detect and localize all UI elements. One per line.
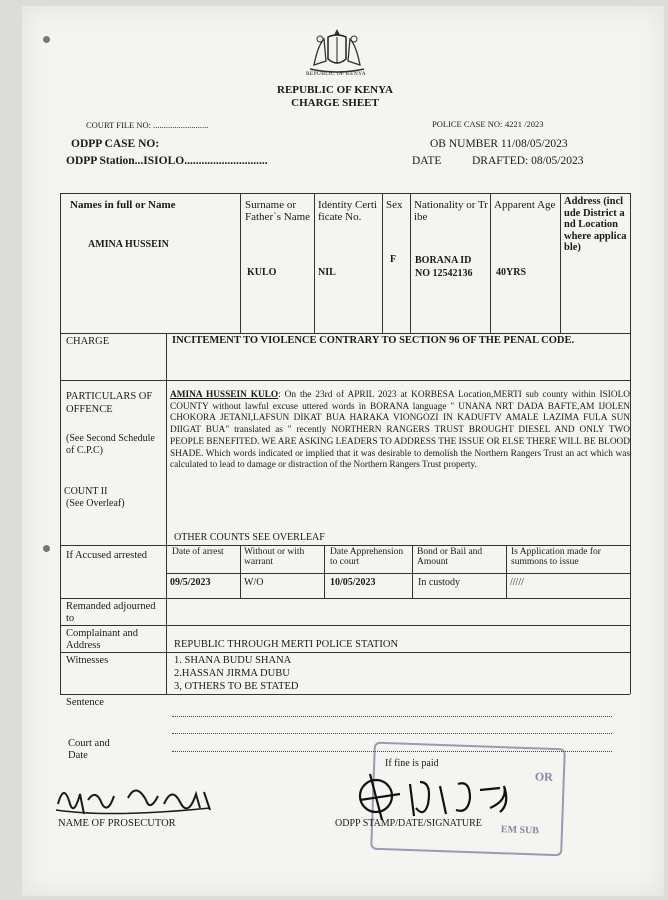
- arrest-col-bond: Bond or Bail and Amount: [417, 547, 483, 568]
- arrest-col-warrant: Without or with warrant: [244, 547, 305, 568]
- other-counts-note: OTHER COUNTS SEE OVERLEAF: [174, 532, 325, 543]
- charge-label: CHARGE: [66, 336, 110, 347]
- witness-2: 2.HASSAN JIRMA DUBU: [174, 668, 290, 679]
- odpp-stamp-label: ODPP STAMP/DATE/SIGNATURE: [335, 818, 482, 829]
- header-sex: Sex: [386, 199, 403, 211]
- date-label: DATE: [412, 155, 442, 167]
- fine-label: If fine is paid: [385, 758, 439, 769]
- republic-heading: REPUBLIC OF KENYA: [277, 84, 393, 96]
- page-title: CHARGE SHEET: [291, 97, 379, 109]
- overleaf-note: (See Overleaf): [66, 498, 125, 509]
- witness-3: 3, OTHERS TO BE STATED: [174, 681, 299, 692]
- ob-number: OB NUMBER 11/08/05/2023: [430, 138, 568, 150]
- complainant-label: Complainant and Address: [66, 628, 139, 651]
- punch-hole: [43, 36, 50, 43]
- punch-hole: [43, 545, 50, 552]
- prosecutor-name-label: NAME OF PROSECUTOR: [58, 818, 176, 829]
- arrest-bond: In custody: [418, 577, 460, 588]
- kenya-coat-of-arms-icon: [300, 25, 374, 77]
- odpp-stamp: OR EM SUB: [370, 742, 566, 857]
- witnesses-label: Witnesses: [66, 655, 109, 666]
- police-case-label: POLICE CASE NO:: [432, 119, 503, 129]
- header-address: Address (include District and Location where applicable): [564, 196, 627, 254]
- police-case-value: 4221 /2023: [505, 119, 544, 129]
- accused-nationality: BORANA ID NO 12542136: [415, 255, 473, 279]
- accused-identity: NIL: [318, 267, 336, 278]
- court-file-no: COURT FILE NO: ..........................: [86, 120, 209, 130]
- complainant-value: REPUBLIC THROUGH MERTI POLICE STATION: [174, 639, 399, 650]
- accused-age: 40YRS: [496, 267, 527, 278]
- accused-surname: KULO: [247, 267, 277, 278]
- cpc-note: (See Second Schedule of C.P.C): [66, 433, 155, 456]
- sentence-line: [172, 733, 612, 734]
- court-date-label: Court and Date: [68, 738, 110, 761]
- arrest-warrant: W/O: [244, 577, 264, 588]
- particulars-text: AMINA HUSSEIN KULO: On the 23rd of APRIL 2023 at KORBESA Location,MERTI sub county within ISIOLO COUNTY without lawful excuse uttered words in BORANA language " UNANA NRT DADA BAFTE,AM IJOLEN CHOKORA JETANI,LAFSUN DIKAT BUA HARAKA VIONGOZI IN KADUFTV AMALE LAZIMA FULA SUN DIIGAT BUA" translated as " recently NORTHERN RANGERS TRUST BROUGHT DIESEL AND ONLY TWO PEOPLE BENEFITED. WE ARE ASKING LEADERS TO ADDRESS THE ISSUE OR ELSE THERE WILL BE BLOOD SHADE. Which words indicated or implied that it was desirable to demolish the Northern Rangers Trust an act which was calculated to lead to damage or distraction of the Northern Rangers Trust property.: [170, 390, 630, 471]
- remanded-label: Remanded adjourned to: [66, 601, 156, 624]
- accused-name: AMINA HUSSEIN: [88, 239, 169, 250]
- header-surname: Surname or Father`s Name: [245, 199, 311, 224]
- header-nationality: Nationality or Tribe: [414, 199, 488, 224]
- odpp-station: ODPP Station...ISIOLO.............................: [66, 155, 268, 167]
- count-label: COUNT II: [64, 486, 108, 497]
- header-names: Names in full or Name: [70, 199, 176, 211]
- arrest-col-summons: Is Application made for summons to issue: [511, 547, 601, 568]
- arrest-label: If Accused arrested: [66, 550, 148, 561]
- header-age: Apparent Age: [494, 199, 556, 211]
- drafted-date: DRAFTED: 08/05/2023: [472, 155, 584, 167]
- header-identity: Identity Certificate No.: [318, 199, 377, 224]
- particulars-label: PARTICULARS OF OFFENCE: [66, 391, 153, 415]
- arrest-date: 09/5/2023: [170, 577, 211, 588]
- arrest-col-date: Date of arrest: [172, 547, 224, 557]
- prosecutor-signature-icon: [50, 774, 230, 824]
- arrest-summons: /////: [510, 577, 524, 588]
- emblem-caption: REPUBLIC OF KENYA: [305, 71, 367, 77]
- accused-sex: F: [390, 254, 397, 265]
- arrest-court-date: 10/05/2023: [330, 577, 376, 588]
- arrest-col-court: Date Apprehension to court: [330, 547, 404, 568]
- odpp-case-no: ODPP CASE NO:: [71, 138, 160, 150]
- sentence-label: Sentence: [66, 697, 104, 708]
- charge-text: INCITEMENT TO VIOLENCE CONTRARY TO SECTION 96 OF THE PENAL CODE.: [172, 335, 575, 346]
- sentence-line: [172, 716, 612, 717]
- witness-1: 1. SHANA BUDU SHANA: [174, 655, 292, 666]
